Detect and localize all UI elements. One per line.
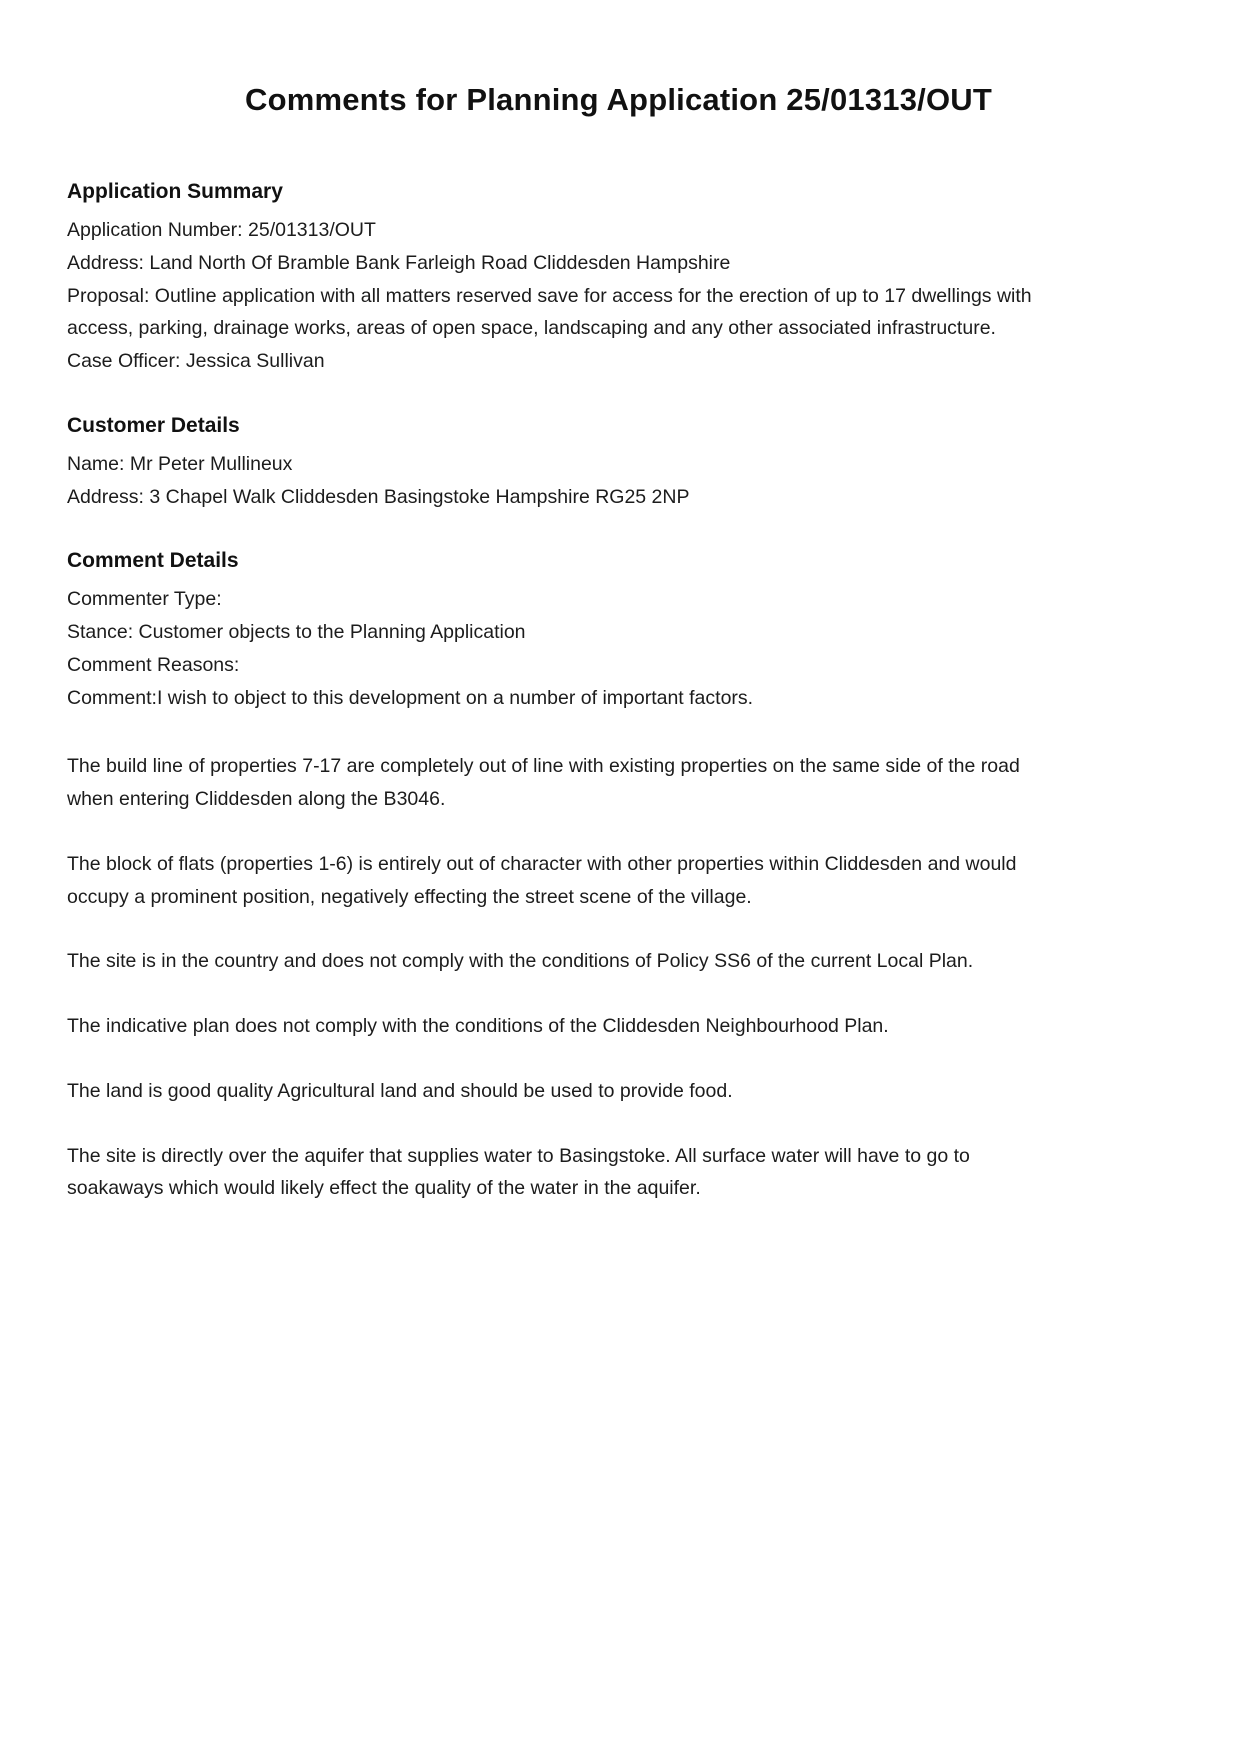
application-number-line: Application Number: 25/01313/OUT — [67, 219, 376, 241]
comment-paragraph: The land is good quality Agricultural land and should be used to provide food. — [67, 1079, 733, 1102]
page-title: Comments for Planning Application 25/01313/OUT — [244, 82, 993, 117]
application-proposal-line: Proposal: Outline application with all matters reserved save for access for the erection of up to 17 dwellings with access, parking, drainage works, areas of open space, landscaping and any other associated infrastructure. — [67, 284, 1032, 340]
stance-line: Stance: Customer objects to the Planning Application — [67, 621, 526, 643]
application-address-line: Address: Land North Of Bramble Bank Farleigh Road Cliddesden Hampshire — [67, 251, 731, 274]
application-summary-heading: Application Summary — [67, 180, 283, 203]
customer-address-line: Address: 3 Chapel Walk Cliddesden Basingstoke Hampshire RG25 2NP — [67, 485, 690, 508]
comment-reasons-line: Comment Reasons: — [67, 653, 240, 676]
comment-intro-line: Comment:I wish to object to this development on a number of important factors. — [67, 686, 754, 709]
commenter-type-line: Commenter Type: — [67, 588, 222, 611]
comment-paragraph: The site is in the country and does not comply with the conditions of Policy SS6 of the current Local Plan. — [67, 950, 974, 973]
comment-paragraph: The site is directly over the aquifer that supplies water to Basingstoke. All surface water will have to go to soakaways which would likely effect the quality of the water in the aquifer. — [67, 1144, 970, 1200]
comment-paragraph: The indicative plan does not comply with the conditions of the Cliddesden Neighbourhood Plan. — [67, 1015, 889, 1037]
comment-paragraph: The block of flats (properties 1-6) is entirely out of character with other properties within Cliddesden and would occupy a prominent position, negatively effecting the street scene of the village. — [67, 852, 1017, 908]
customer-details-heading: Customer Details — [67, 413, 240, 437]
customer-details-section — [67, 414, 1170, 514]
comment-details-heading: Comment Details — [67, 549, 239, 573]
comment-paragraph: The build line of properties 7-17 are completely out of line with existing properties on the same side of the road when entering Cliddesden along the B3046. — [67, 755, 1020, 810]
application-summary-section — [67, 180, 1170, 378]
comment-details-section — [67, 549, 1170, 714]
case-officer-line: Case Officer: Jessica Sullivan — [67, 350, 325, 372]
comment-body — [67, 750, 1170, 1205]
customer-name-line: Name: Mr Peter Mullineux — [67, 452, 293, 475]
